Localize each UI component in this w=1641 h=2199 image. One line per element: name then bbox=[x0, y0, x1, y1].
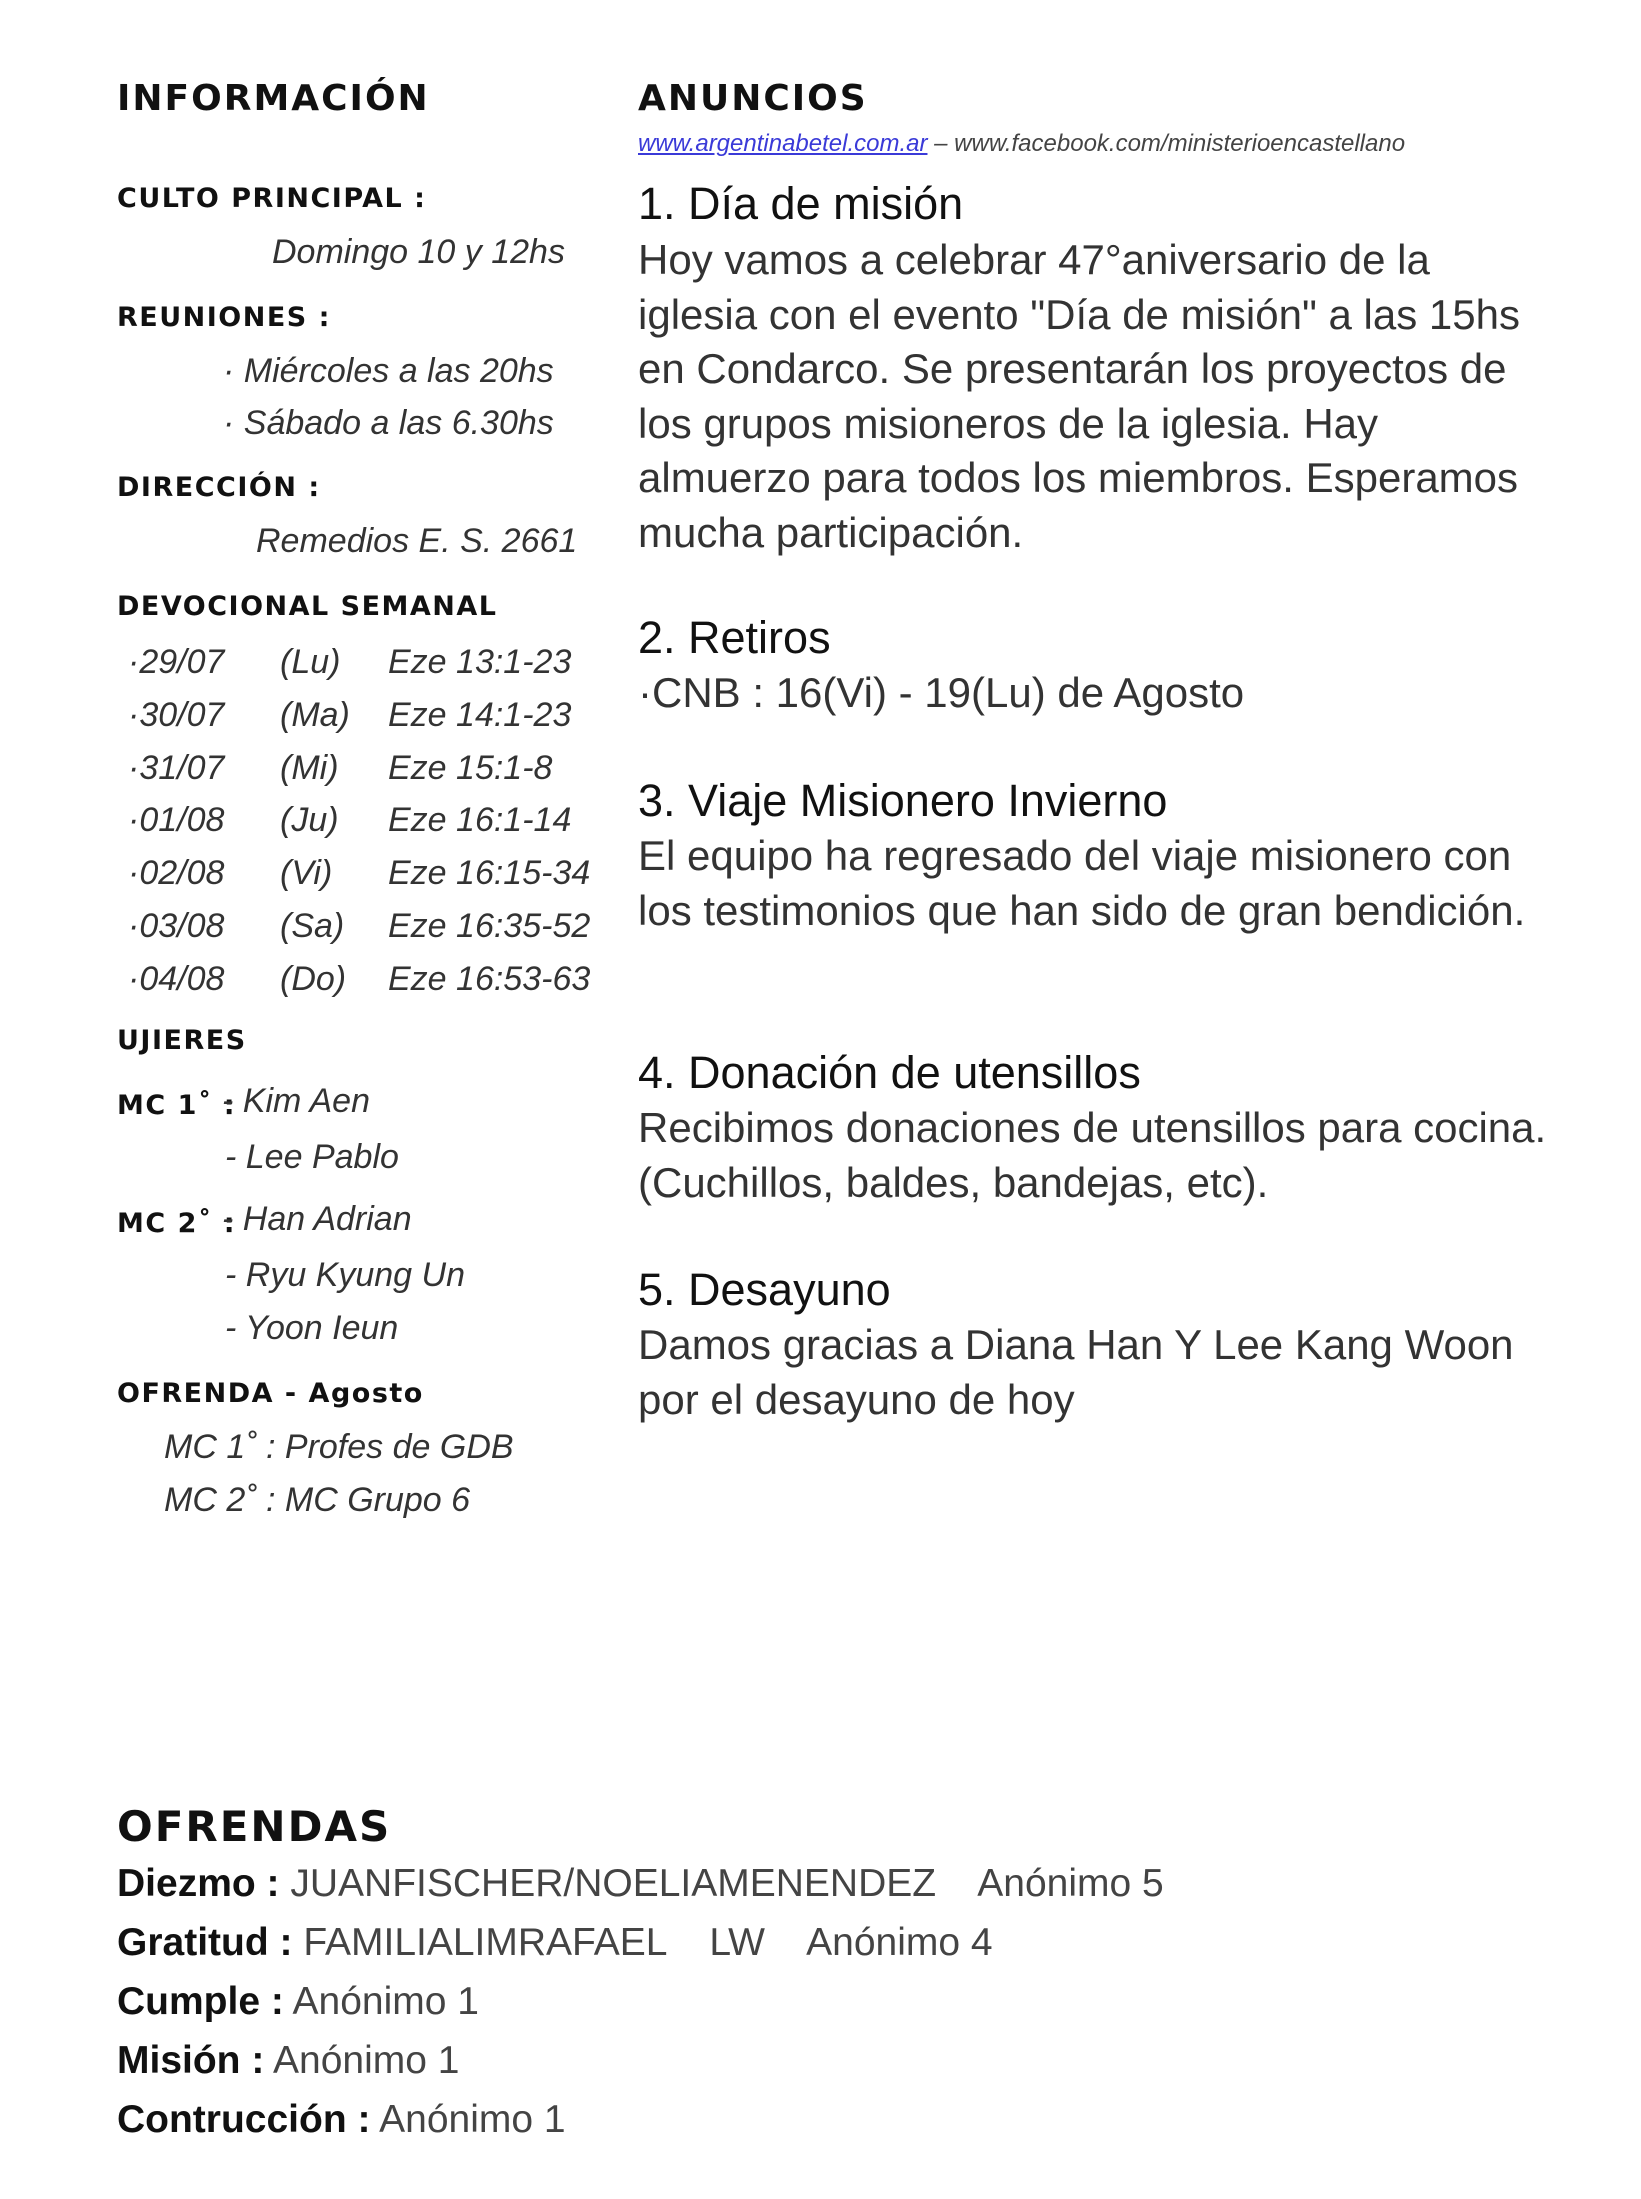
ofrenda-row-value: Anónimo 1 bbox=[370, 2098, 566, 2141]
devocional-day: (Lu) bbox=[280, 643, 341, 681]
anuncios-heading: ANUNCIOS bbox=[638, 78, 868, 119]
devocional-date: ·04/08 bbox=[128, 960, 225, 998]
ofrenda-row-label: Diezmo : bbox=[117, 1862, 280, 1905]
devocional-label: DEVOCIONAL SEMANAL bbox=[117, 591, 498, 622]
mc2-label: MC 2˚ : bbox=[117, 1208, 237, 1239]
devocional-date: ·01/08 bbox=[128, 801, 225, 839]
devocional-ref: Eze 14:1-23 bbox=[388, 696, 572, 734]
ofrenda-row bbox=[117, 2098, 566, 2142]
devocional-ref: Eze 15:1-8 bbox=[388, 749, 553, 787]
ofrenda-row-value: FAMILIALIMRAFAEL LW Anónimo 4 bbox=[292, 1921, 993, 1964]
ofrenda-line: MC 1˚ : Profes de GDB bbox=[164, 1428, 514, 1466]
reunion-item: · Sábado a las 6.30hs bbox=[223, 404, 554, 442]
devocional-ref: Eze 16:15-34 bbox=[388, 854, 591, 892]
culto-value: Domingo 10 y 12hs bbox=[272, 233, 565, 271]
announcement-body: Recibimos donaciones de utensillos para cocina. (Cuchillos, baldes, bandejas, etc). bbox=[638, 1104, 1547, 1206]
ofrenda-row bbox=[117, 1980, 479, 2024]
ofrenda-row-value: Anónimo 1 bbox=[283, 1980, 479, 2023]
website-link[interactable]: www.argentinabetel.com.ar bbox=[638, 130, 928, 157]
ofrenda-row bbox=[117, 2039, 459, 2083]
devocional-day: (Do) bbox=[280, 960, 347, 998]
ofrendas-heading: OFRENDAS bbox=[117, 1802, 392, 1851]
mc1-label: MC 1˚ : bbox=[117, 1090, 237, 1121]
announcement-body: ·CNB : 16(Vi) - 19(Lu) de Agosto bbox=[638, 669, 1245, 716]
ofrenda-line: MC 2˚ : MC Grupo 6 bbox=[164, 1481, 471, 1519]
announcement-title: 3. Viaje Misionero Invierno bbox=[638, 775, 1168, 826]
links-line bbox=[638, 130, 1405, 158]
ujieres-label: UJIERES bbox=[117, 1025, 247, 1056]
announcement-title: 5. Desayuno bbox=[638, 1264, 891, 1315]
ofrenda-row-label: Contrucción : bbox=[117, 2098, 371, 2141]
devocional-date: ·29/07 bbox=[128, 643, 225, 681]
devocional-day: (Ma) bbox=[280, 696, 350, 734]
ofrenda-row bbox=[117, 1921, 993, 1965]
reuniones-label: REUNIONES : bbox=[117, 302, 331, 333]
announcement-title: 1. Día de misión bbox=[638, 178, 964, 229]
devocional-date: ·03/08 bbox=[128, 907, 225, 945]
usher-name: - Ryu Kyung Un bbox=[225, 1256, 465, 1294]
devocional-date: ·31/07 bbox=[128, 749, 225, 787]
devocional-ref: Eze 16:53-63 bbox=[388, 960, 591, 998]
link-separator: – bbox=[927, 130, 955, 157]
announcement-title: 4. Donación de utensillos bbox=[638, 1047, 1141, 1098]
announcement-body: Hoy vamos a celebrar 47°aniversario de la iglesia con el evento "Día de misión" a las 15hs en Condarco. Se presentarán los proyectos de los grupos misioneros de la iglesia. Hay almuerzo para todos los miembros. Esperamos mucha participación. bbox=[638, 236, 1520, 556]
announcement-body: El equipo ha regresado del viaje misionero con los testimonios que han sido de gran bendición. bbox=[638, 832, 1526, 934]
devocional-date: ·30/07 bbox=[128, 696, 225, 734]
ofrenda-row-value: JUANFISCHER/NOELIAMENENDEZ Anónimo 5 bbox=[279, 1862, 1164, 1905]
ofrenda-row-label: Cumple : bbox=[117, 1980, 284, 2023]
usher-name: - Kim Aen bbox=[222, 1082, 371, 1120]
devocional-day: (Sa) bbox=[280, 907, 345, 945]
facebook-link: www.facebook.com/ministerioencastellano bbox=[954, 130, 1406, 157]
devocional-date: ·02/08 bbox=[128, 854, 225, 892]
direccion-value: Remedios E. S. 2661 bbox=[256, 522, 578, 560]
culto-label: CULTO PRINCIPAL : bbox=[117, 183, 427, 214]
usher-name: - Yoon Ieun bbox=[225, 1309, 399, 1347]
direccion-label: DIRECCIÓN : bbox=[117, 472, 321, 503]
ofrenda-row-value: Anónimo 1 bbox=[264, 2039, 460, 2082]
usher-name: - Han Adrian bbox=[222, 1200, 412, 1238]
devocional-ref: Eze 16:35-52 bbox=[388, 907, 591, 945]
devocional-ref: Eze 16:1-14 bbox=[388, 801, 572, 839]
ofrenda-row-label: Gratitud : bbox=[117, 1921, 293, 1964]
devocional-day: (Vi) bbox=[280, 854, 333, 892]
ofrenda-row bbox=[117, 1862, 1164, 1906]
devocional-day: (Mi) bbox=[280, 749, 339, 787]
devocional-day: (Ju) bbox=[280, 801, 339, 839]
reunion-item: · Miércoles a las 20hs bbox=[223, 352, 554, 390]
usher-name: - Lee Pablo bbox=[225, 1138, 399, 1176]
ofrenda-row-label: Misión : bbox=[117, 2039, 265, 2082]
info-heading: INFORMACIÓN bbox=[117, 78, 430, 119]
announcement-body: Damos gracias a Diana Han Y Lee Kang Woon por el desayuno de hoy bbox=[638, 1321, 1514, 1423]
ofrenda-label: OFRENDA - Agosto bbox=[117, 1378, 424, 1409]
announcement-title: 2. Retiros bbox=[638, 612, 831, 663]
devocional-ref: Eze 13:1-23 bbox=[388, 643, 572, 681]
